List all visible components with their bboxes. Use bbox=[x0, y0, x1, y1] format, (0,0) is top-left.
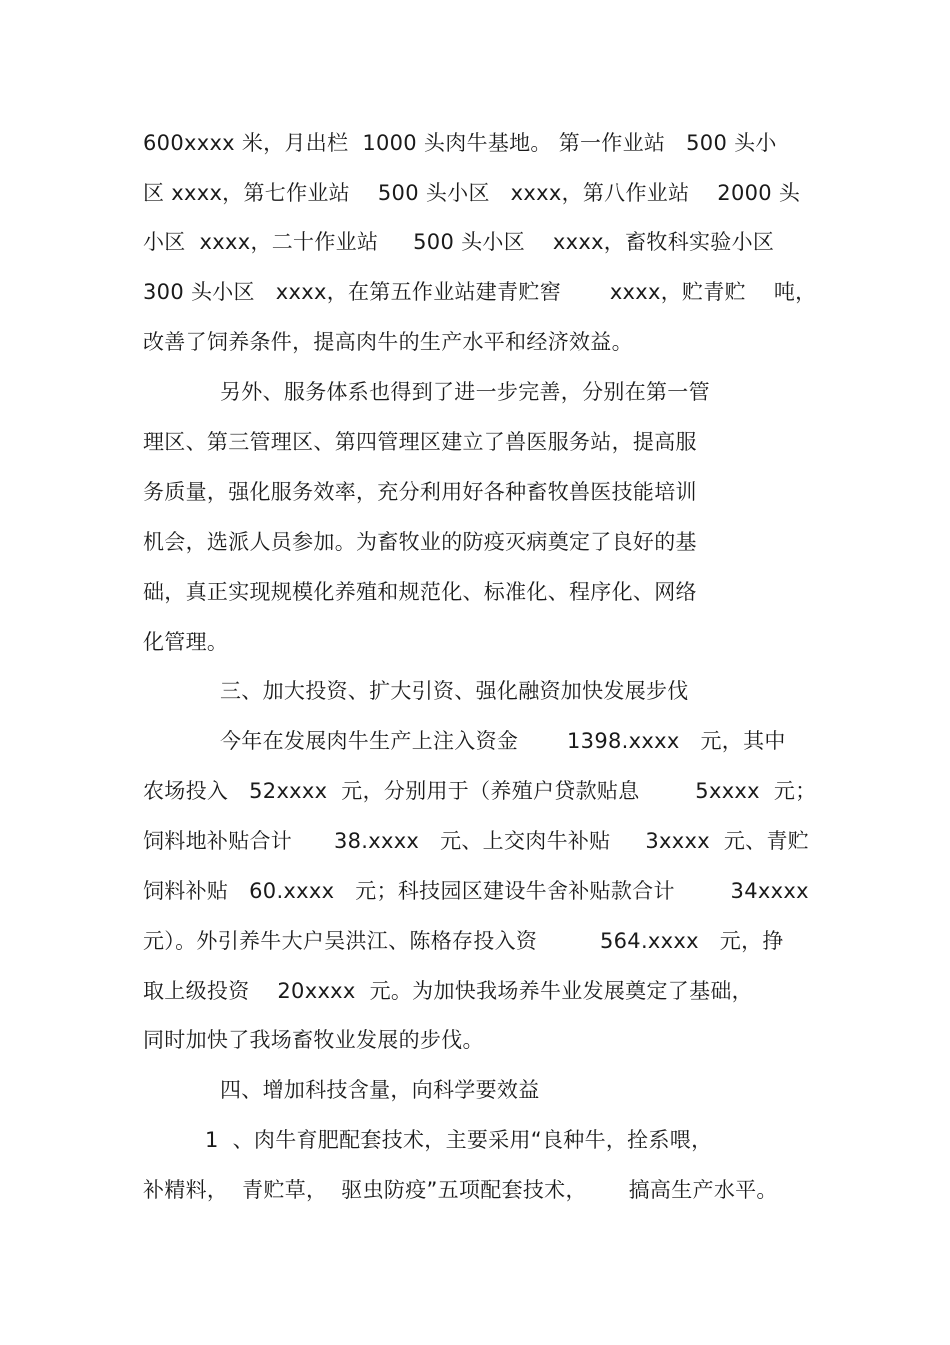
text-line: 机会，选派人员参加。为畜牧业的防疫灭病奠定了良好的基 bbox=[143, 530, 697, 554]
text-line: 理区、第三管理区、第四管理区建立了兽医服务站，提高服 bbox=[143, 430, 697, 454]
text-line: 务质量，强化服务效率，充分利用好各种畜牧兽医技能培训 bbox=[143, 480, 697, 504]
text-line: 元）。外引养牛大户吴洪江、陈格存投入资 564.xxxx 元，挣 bbox=[143, 929, 784, 953]
text-line: 农场投入 52xxxx 元，分别用于（养殖户贷款贴息 5xxxx 元； bbox=[143, 779, 817, 803]
text-line: 补精料， 青贮草， 驱虫防疫”五项配套技术， 搞高生产水平。 bbox=[143, 1178, 778, 1202]
paragraph-start: 今年在发展肉牛生产上注入资金 1398.xxxx 元，其中 bbox=[220, 729, 786, 753]
paragraph-start: 另外、服务体系也得到了进一步完善，分别在第一管 bbox=[220, 380, 710, 404]
text-line: 化管理。 bbox=[143, 630, 229, 654]
text-line: 饲料补贴 60.xxxx 元；科技园区建设牛舍补贴款合计 34xxxx bbox=[143, 879, 809, 903]
paragraph-start: 1 、肉牛育肥配套技术，主要采用“良种牛，拴系喂， bbox=[205, 1128, 713, 1152]
text-line: 取上级投资 20xxxx 元。为加快我场养牛业发展奠定了基础， bbox=[143, 979, 753, 1003]
text-line: 同时加快了我场畜牧业发展的步伐。 bbox=[143, 1028, 484, 1052]
text-line: 小区 xxxx，二十作业站 500 头小区 xxxx，畜牧科实验小区 bbox=[143, 230, 775, 254]
section-heading: 三、加大投资、扩大引资、强化融资加快发展步伐 bbox=[220, 679, 689, 703]
section-heading: 四、增加科技含量，向科学要效益 bbox=[220, 1078, 540, 1102]
text-line: 饲料地补贴合计 38.xxxx 元、上交肉牛补贴 3xxxx 元、青贮 bbox=[143, 829, 810, 853]
text-line: 础，真正实现规模化养殖和规范化、标准化、程序化、网络 bbox=[143, 580, 697, 604]
text-line: 300 头小区 xxxx，在第五作业站建青贮窖 xxxx，贮青贮 吨， bbox=[143, 280, 817, 304]
text-line: 区 xxxx，第七作业站 500 头小区 xxxx，第八作业站 2000 头 bbox=[143, 181, 801, 205]
text-line: 改善了饲养条件，提高肉牛的生产水平和经济效益。 bbox=[143, 330, 633, 354]
text-line: 600xxxx 米，月出栏 1000 头肉牛基地。 第一作业站 500 头小 bbox=[143, 131, 777, 155]
